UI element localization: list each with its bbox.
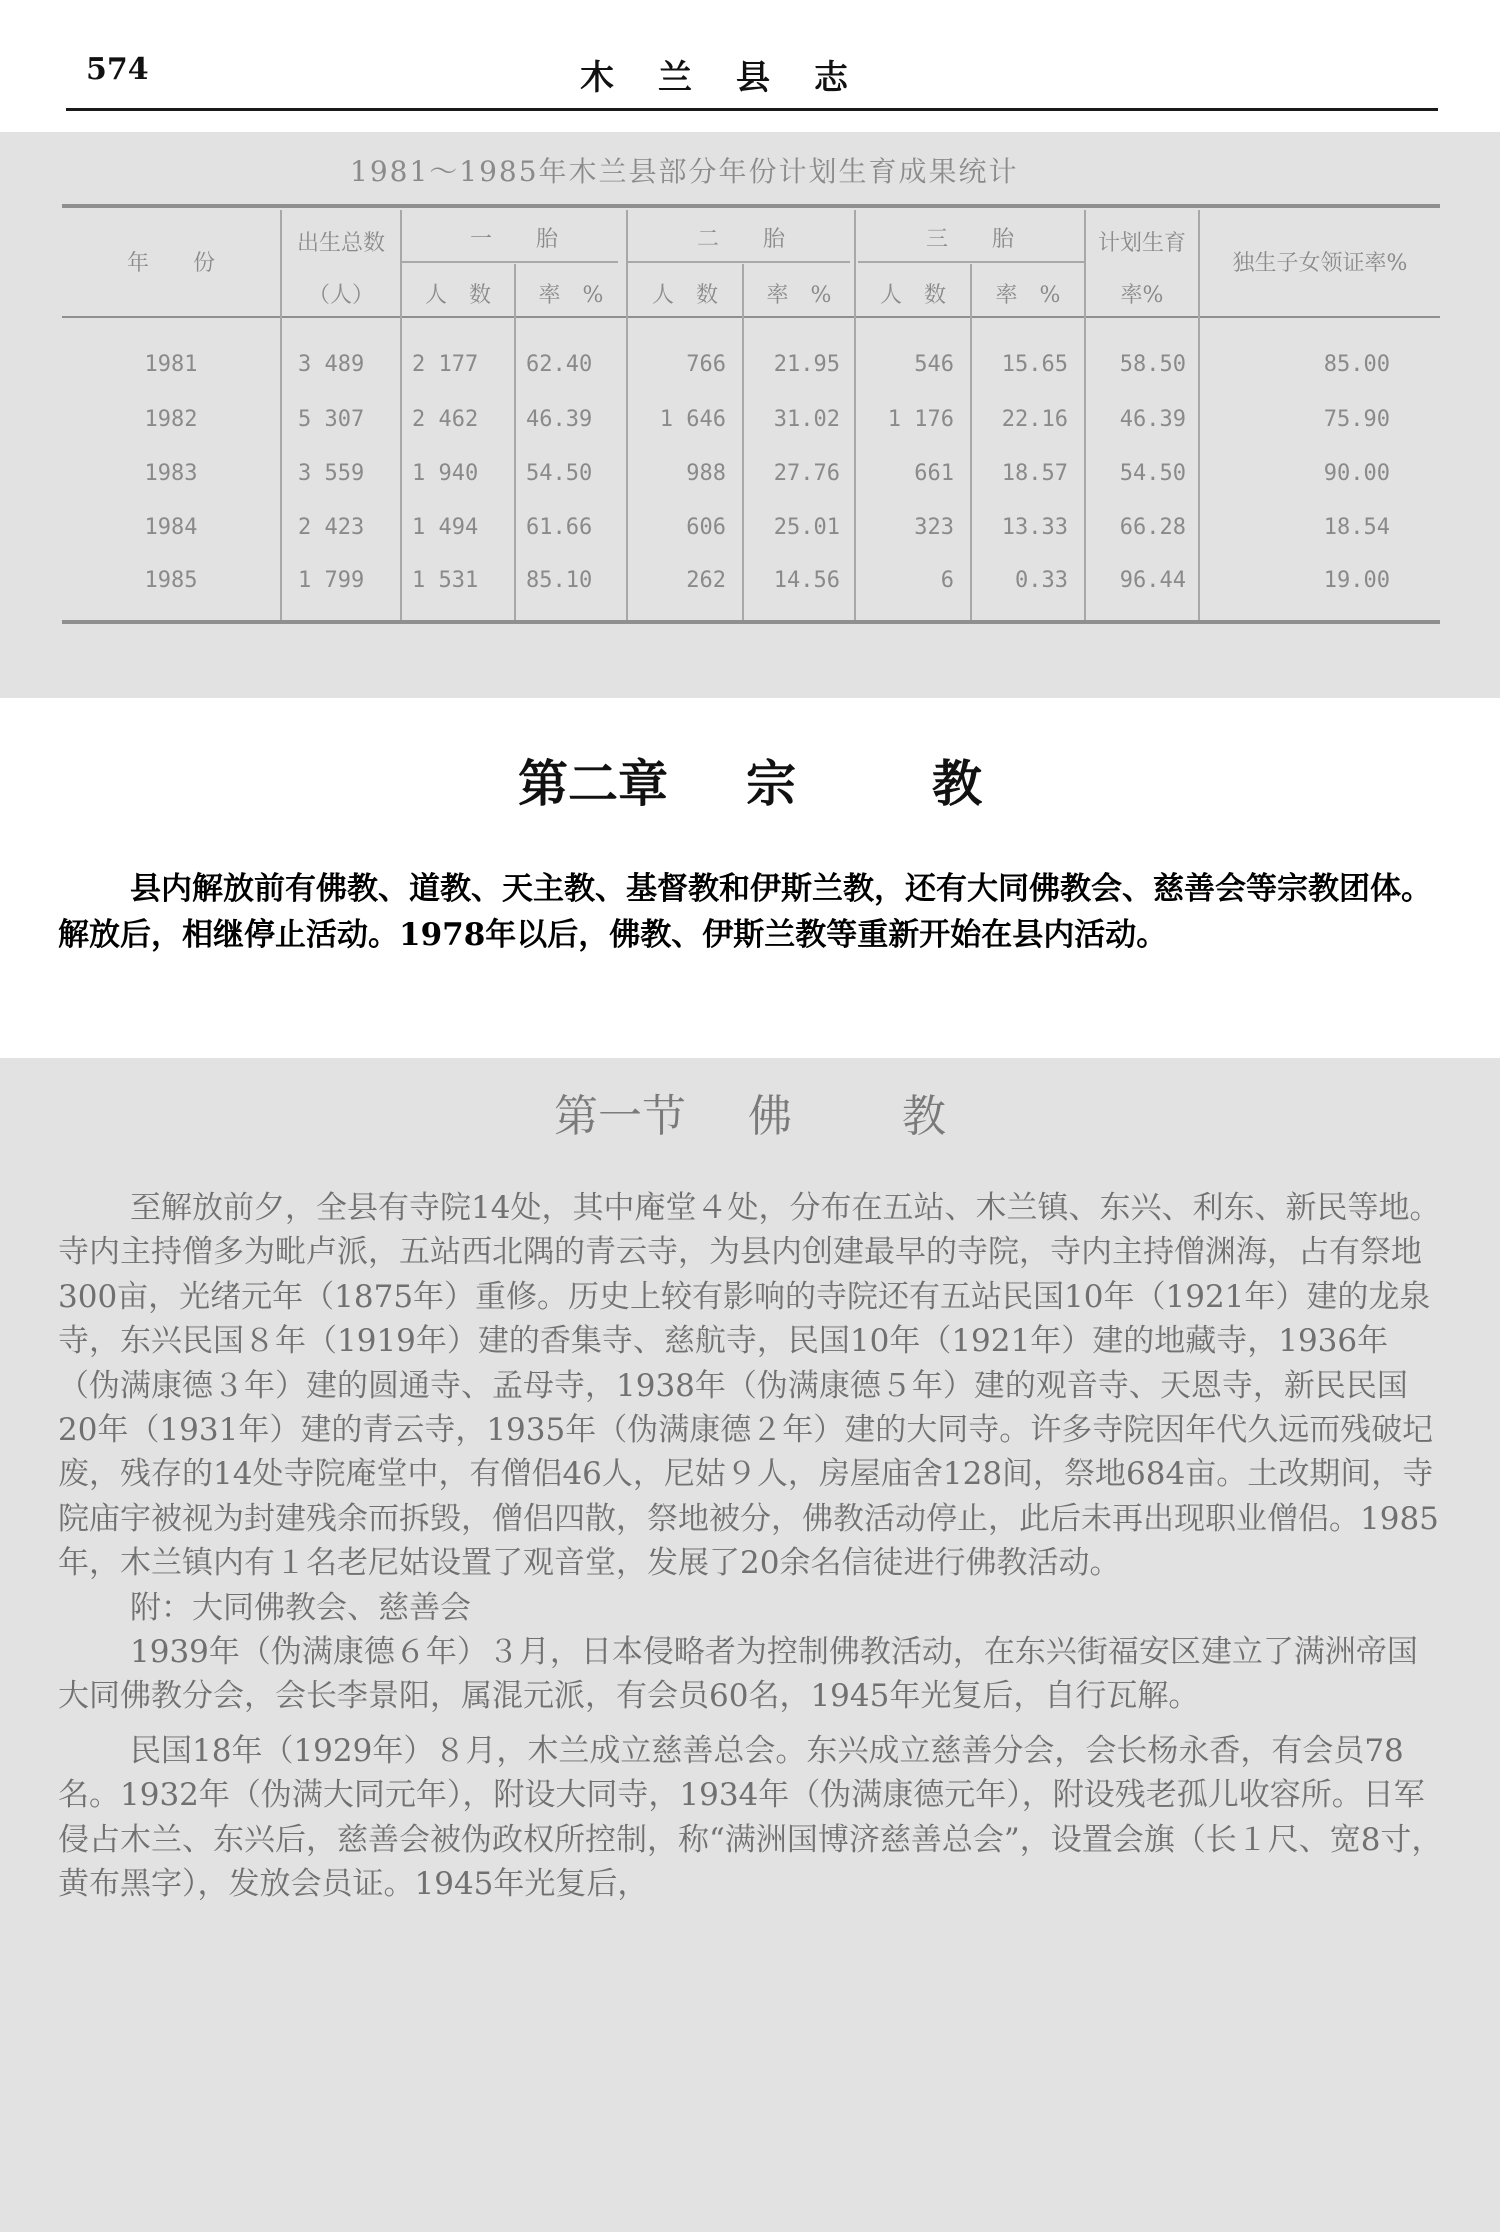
group-rule-third — [858, 261, 1084, 263]
header-second-rate: 率 % — [766, 283, 832, 308]
section-body — [58, 1186, 1444, 1907]
running-title: 木兰县志 — [580, 58, 892, 98]
cell-total: 3 559 — [298, 461, 365, 486]
chapter-word-2: 教 — [932, 754, 982, 813]
header-second-child: 二 胎 — [696, 227, 785, 252]
col-divider — [970, 264, 972, 620]
cell-only-child: 18.54 — [1323, 515, 1390, 540]
header-third-rate: 率 % — [995, 283, 1061, 308]
header-rule — [66, 108, 1438, 111]
cell-planned: 54.50 — [1119, 461, 1186, 486]
cell-first-persons: 2 462 — [412, 407, 479, 432]
cell-total: 3 489 — [298, 352, 365, 377]
cell-first-rate: 62.40 — [526, 352, 593, 377]
col-divider — [280, 210, 282, 620]
cell-year: 1982 — [144, 407, 198, 432]
cell-third-rate: 0.33 — [1015, 568, 1068, 593]
col-divider — [514, 264, 516, 620]
cell-second-persons: 262 — [686, 568, 726, 593]
cell-year: 1985 — [144, 568, 198, 593]
header-first-child: 一 胎 — [469, 227, 558, 252]
header-year: 年 份 — [126, 251, 215, 276]
body-paragraph: 至解放前夕，全县有寺院14处，其中庵堂４处，分布在五站、木兰镇、东兴、利东、新民等地。寺内主持僧多为毗卢派，五站西北隅的青云寺，为县内创建最早的寺院，寺内主持僧渊海，占有祭地300亩，光绪元年（1875年）重修。历史上较有影响的寺院还有五站民国10年（1921年）建的龙泉寺，东兴民国８年（1919年）建的香集寺、慈航寺，民国10年（1921年）建的地藏寺，1936年（伪满康德３年）建的圆通寺、孟母寺，1938年（伪满康德５年）建的观音寺、天恩寺，新民民国20年（1931年）建的青云寺，1935年（伪满康德２年）建的大同寺。许多寺院因年代久远而残破圮废，残存的14处寺院庵堂中，有僧侣46人，尼姑９人，房屋庙舍128间，祭地684亩。土改期间，寺院庙宇被视为封建残余而拆毁，僧侣四散，祭地被分，佛教活动停止，此后未再出现职业僧侣。1985年，木兰镇内有１名老尼姑设置了观音堂，发展了20余名信徒进行佛教活动。 — [58, 1190, 1441, 1582]
cell-first-rate: 46.39 — [526, 407, 593, 432]
cell-year: 1984 — [144, 515, 198, 540]
table-header-rule — [62, 316, 1440, 318]
cell-second-persons: 606 — [686, 515, 726, 540]
chapter-word-1: 宗 — [746, 754, 796, 813]
table-title: 1981～1985年木兰县部分年份计划生育成果统计 — [350, 155, 1019, 188]
header-third-persons: 人 数 — [879, 283, 946, 308]
cell-only-child: 75.90 — [1323, 407, 1390, 432]
cell-year: 1981 — [144, 352, 198, 377]
page-header — [0, 0, 1500, 130]
header-third-child: 三 胎 — [925, 227, 1014, 252]
cell-second-persons: 988 — [686, 461, 726, 486]
cell-total: 1 799 — [298, 568, 365, 593]
cell-first-rate: 54.50 — [526, 461, 593, 486]
cell-planned: 96.44 — [1119, 568, 1186, 593]
cell-total: 2 423 — [298, 515, 365, 540]
col-divider — [400, 210, 402, 620]
appendix-heading: 附：大同佛教会、慈善会 — [130, 1589, 471, 1626]
cell-only-child: 90.00 — [1323, 461, 1390, 486]
cell-second-rate: 27.76 — [773, 461, 840, 486]
cell-third-rate: 22.16 — [1001, 407, 1068, 432]
cell-third-persons: 546 — [914, 352, 954, 377]
cell-planned: 46.39 — [1119, 407, 1186, 432]
cell-only-child: 85.00 — [1323, 352, 1390, 377]
body-paragraph: 民国18年（1929年）８月，木兰成立慈善总会。东兴成立慈善分会，会长杨永香，有会员78名。1932年（伪满大同元年），附设大同寺，1934年（伪满康德元年），附设残老孤儿收容所。日军侵占木兰、东兴后，慈善会被伪政权所控制，称“满洲国博济慈善总会”，设置会旗（长１尺、宽8寸，黄布黑字），发放会员证。1945年光复后， — [58, 1732, 1443, 1903]
header-planned: 计划生育 — [1097, 231, 1186, 256]
section-word-1: 佛 — [748, 1091, 792, 1142]
section-word-2: 教 — [902, 1091, 946, 1142]
intro-paragraph: 县内解放前有佛教、道教、天主教、基督教和伊斯兰教，还有大同佛教会、慈善会等宗教团体。解放后，相继停止活动。1978年以后，佛教、伊斯兰教等重新开始在县内活动。 — [58, 871, 1432, 953]
section-number: 第一节 — [554, 1091, 686, 1142]
cell-first-rate: 61.66 — [526, 515, 593, 540]
cell-total: 5 307 — [298, 407, 365, 432]
cell-first-persons: 1 531 — [412, 568, 479, 593]
page-number: 574 — [86, 52, 149, 87]
cell-second-rate: 25.01 — [773, 515, 840, 540]
birth-planning-table — [62, 204, 1440, 628]
chapter-title — [0, 744, 1500, 816]
cell-year: 1983 — [144, 461, 198, 486]
chapter-intro — [58, 866, 1448, 958]
table-top-rule — [62, 204, 1440, 208]
cell-third-rate: 13.33 — [1001, 515, 1068, 540]
cell-planned: 58.50 — [1119, 352, 1186, 377]
cell-first-rate: 85.10 — [526, 568, 593, 593]
cell-second-rate: 14.56 — [773, 568, 840, 593]
header-first-rate: 率 % — [538, 283, 604, 308]
group-rule-first — [402, 261, 618, 263]
header-only-child: 独生子女领证率% — [1232, 251, 1408, 276]
header-second-persons: 人 数 — [651, 283, 718, 308]
header-planned-unit: 率% — [1120, 283, 1164, 308]
body-paragraph: 1939年（伪满康德６年）３月，日本侵略者为控制佛教活动，在东兴街福安区建立了满洲帝国大同佛教分会，会长李景阳，属混元派，有会员60名，1945年光复后，自行瓦解。 — [58, 1634, 1418, 1715]
header-births: 出生总数 — [296, 231, 385, 256]
cell-second-rate: 31.02 — [773, 407, 840, 432]
chapter-number: 第二章 — [518, 754, 668, 813]
table-bottom-rule — [62, 620, 1440, 624]
cell-third-rate: 15.65 — [1001, 352, 1068, 377]
cell-third-persons: 323 — [914, 515, 954, 540]
cell-third-persons: 1 176 — [887, 407, 954, 432]
header-births-unit: （人） — [307, 283, 374, 308]
cell-third-persons: 661 — [914, 461, 954, 486]
cell-second-persons: 766 — [686, 352, 726, 377]
cell-first-persons: 1 940 — [412, 461, 479, 486]
cell-planned: 66.28 — [1119, 515, 1186, 540]
cell-only-child: 19.00 — [1323, 568, 1390, 593]
cell-third-rate: 18.57 — [1001, 461, 1068, 486]
header-first-persons: 人 数 — [424, 283, 491, 308]
col-divider — [742, 264, 744, 620]
cell-first-persons: 1 494 — [412, 515, 479, 540]
group-rule-second — [628, 261, 850, 263]
cell-third-persons: 6 — [940, 568, 954, 593]
cell-first-persons: 2 177 — [412, 352, 479, 377]
section-title — [0, 1080, 1500, 1144]
cell-second-rate: 21.95 — [773, 352, 840, 377]
cell-second-persons: 1 646 — [659, 407, 726, 432]
